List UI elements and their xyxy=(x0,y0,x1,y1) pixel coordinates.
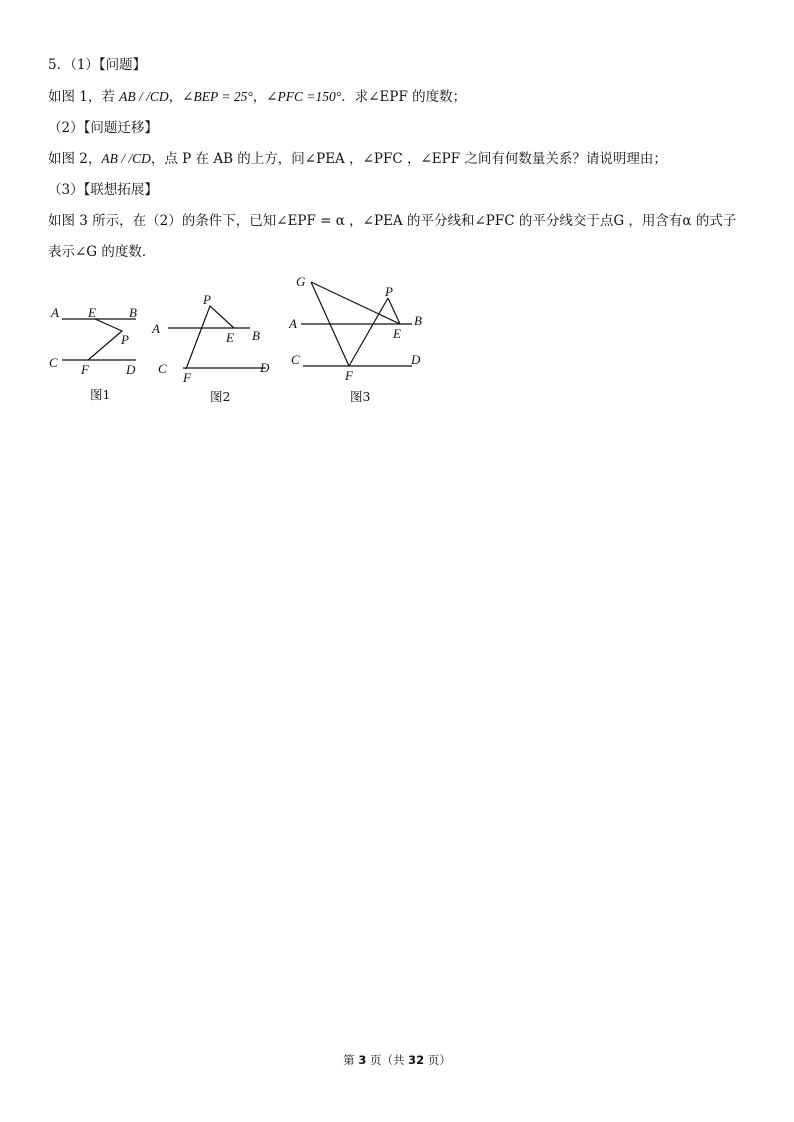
question-2 xyxy=(48,150,667,168)
question-3-line1: 如图 3 所示，在（2）的条件下，已知∠EPF = α ，∠PEA 的平分线和∠PFC 的平分线交于点G ，用含有α 的式子 xyxy=(48,213,737,229)
q1-angle-pfc: ∠PFC =150° xyxy=(266,89,342,104)
footer-suffix: 页） xyxy=(424,1053,451,1067)
figures-area xyxy=(40,268,440,418)
fig3-segment-fp xyxy=(349,298,388,366)
fig2-caption: 图2 xyxy=(210,389,231,404)
fig1-label-p: P xyxy=(121,332,129,347)
q2-body: ，点 P 在 AB 的上方，问∠PEA ，∠PFC ，∠EPF 之间有何数量关系？请说明理由； xyxy=(150,151,667,167)
fig2-label-p: P xyxy=(203,292,211,307)
page-footer xyxy=(0,1052,794,1068)
fig3-label-a: A xyxy=(289,316,297,331)
question-1 xyxy=(48,88,466,106)
fig2-label-a: A xyxy=(152,321,160,336)
fig3-segment-pe xyxy=(388,298,400,324)
fig3-label-d: D xyxy=(411,352,421,367)
q1-angle-bep: ∠BEP = 25° xyxy=(182,89,253,104)
fig2-label-f: F xyxy=(183,370,191,385)
part3-title: （3）【联想拓展】 xyxy=(48,182,158,198)
q2-prefix: 如图 2， xyxy=(48,151,102,167)
q1-sep2: ， xyxy=(252,89,267,105)
footer-prefix: 第 xyxy=(343,1053,359,1067)
fig3-label-e: E xyxy=(393,326,401,341)
geometry-figures xyxy=(40,268,440,418)
fig3-label-c: C xyxy=(291,352,300,367)
fig1-path-epf xyxy=(88,319,122,360)
q1-prefix: 如图 1，若 xyxy=(48,89,120,105)
fig1-label-b: B xyxy=(129,305,137,320)
problem-number: 5．（1）【问题】 xyxy=(48,57,147,73)
fig1-label-c: C xyxy=(49,355,58,370)
fig1-caption: 图1 xyxy=(90,387,111,402)
fig2-label-b: B xyxy=(252,328,260,343)
question-3-line2: 表示∠G 的度数． xyxy=(48,244,156,260)
footer-page-number: 3 xyxy=(358,1053,367,1067)
q1-sep1: ， xyxy=(168,89,183,105)
q1-parallel: AB / /CD xyxy=(119,89,169,104)
fig3-caption: 图3 xyxy=(350,389,371,404)
fig3-label-f: F xyxy=(345,368,353,383)
fig1-label-a: A xyxy=(51,305,59,320)
fig3-label-p: P xyxy=(385,284,393,299)
fig2-label-c: C xyxy=(158,361,167,376)
q2-parallel: AB / /CD xyxy=(101,151,151,166)
fig1-label-f: F xyxy=(81,362,89,377)
footer-middle: 页（共 xyxy=(366,1053,409,1067)
fig1-label-d: D xyxy=(126,362,136,377)
fig2-label-e: E xyxy=(226,330,234,345)
fig1-label-e: E xyxy=(88,305,96,320)
part2-title: （2）【问题迁移】 xyxy=(48,120,158,136)
fig3-label-g: G xyxy=(296,274,306,289)
footer-total-pages: 32 xyxy=(408,1053,425,1067)
fig2-label-d: D xyxy=(260,360,270,375)
fig3-label-b: B xyxy=(414,313,422,328)
q1-suffix: ．求∠EPF 的度数； xyxy=(341,89,467,105)
